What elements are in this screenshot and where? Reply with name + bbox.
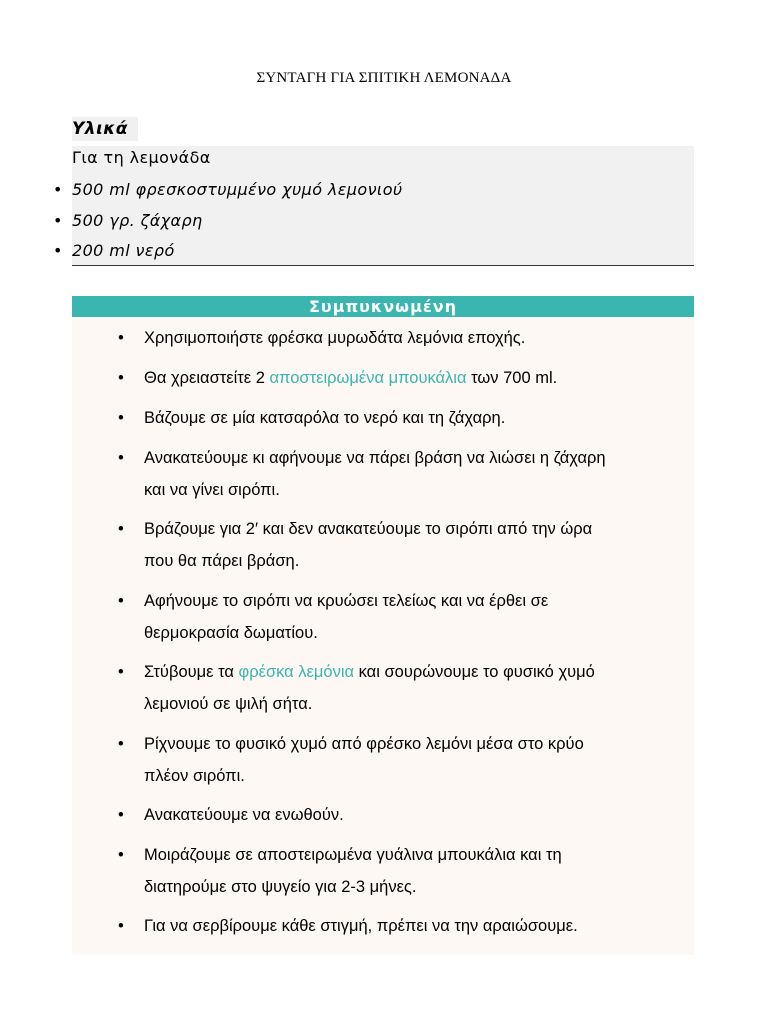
ingredients-heading: Υλικά <box>72 117 138 141</box>
concentrate-heading: Συμπυκνωμένη <box>72 296 694 317</box>
bullet-icon: • <box>118 917 124 935</box>
ingredients-subheading: Για τη λεμονάδα <box>72 148 211 167</box>
bullet-icon: • <box>118 520 124 538</box>
ingredient-item: • 200 ml νερό <box>72 237 175 265</box>
bullet-icon: • <box>53 211 63 230</box>
bullet-icon: • <box>53 180 63 199</box>
fresh-lemons-link[interactable]: φρέσκα λεμόνια <box>238 663 355 681</box>
steps-list: • Χρησιμοποιήστε φρέσκα μυρωδάτα λεμόνια εποχής. • Θα χρειαστείτε 2 αποστειρωμένα μπουκάλια των 700 ml. • Βάζουμε σε μία κατσαρόλα το νερό και τη ζάχαρη. • Ανακατεύουμε κι αφήνουμε να πάρει βράση να λιώσει η ζάχαρη και να γίνει σιρόπι. • Βράζουμε για 2′ και δεν ανακατεύουμε το σιρόπι από την ώρα που θα πάρει βράση. • Αφήνουμε το σιρόπι να κρυώσει τελείως και να έρθει σε θερμοκρασία δωματίου. • Στύβουμε τα φρέσκα λεμόνια και σουρώνουμε το φυσικό χυμό λεμονιού σε ψιλή σήτα. • Ρίχνουμε το φυσικό χυμό από φρέσκο λεμόνι μέσα στο κρύο πλέον σιρόπι. • Ανακατεύουμε να ενωθούν. • Μοιράζουμε σε αποστειρωμένα γυάλινα μπουκάλια και τη διατηρούμε στο ψυγείο για 2-3 μήνες. • Για να σερβίρουμε κάθε στιγμή, πρέπει να την αραιώσουμε. <box>72 317 694 955</box>
document-title: ΣΥΝΤΑΓΗ ΓΙΑ ΣΠΙΤΙΚΗ ΛΕΜΟΝΑΔΑ <box>256 70 512 86</box>
bullet-icon: • <box>53 241 63 260</box>
bullet-icon: • <box>118 409 124 427</box>
bullet-icon: • <box>118 663 124 681</box>
bullet-icon: • <box>118 369 124 387</box>
bullet-icon: • <box>118 735 124 753</box>
bullet-icon: • <box>118 329 124 347</box>
bullet-icon: • <box>118 592 124 610</box>
bullet-icon: • <box>118 806 124 824</box>
bullet-icon: • <box>118 449 124 467</box>
ingredient-item: • 500 γρ. ζάχαρη <box>72 207 203 235</box>
ingredients-box <box>53 146 694 266</box>
bullet-icon: • <box>118 846 124 864</box>
ingredient-item: • 500 ml φρεσκοστυμμένο χυμό λεμονιού <box>72 176 403 204</box>
sterilized-bottles-link[interactable]: αποστειρωμένα μπουκάλια <box>269 369 467 387</box>
